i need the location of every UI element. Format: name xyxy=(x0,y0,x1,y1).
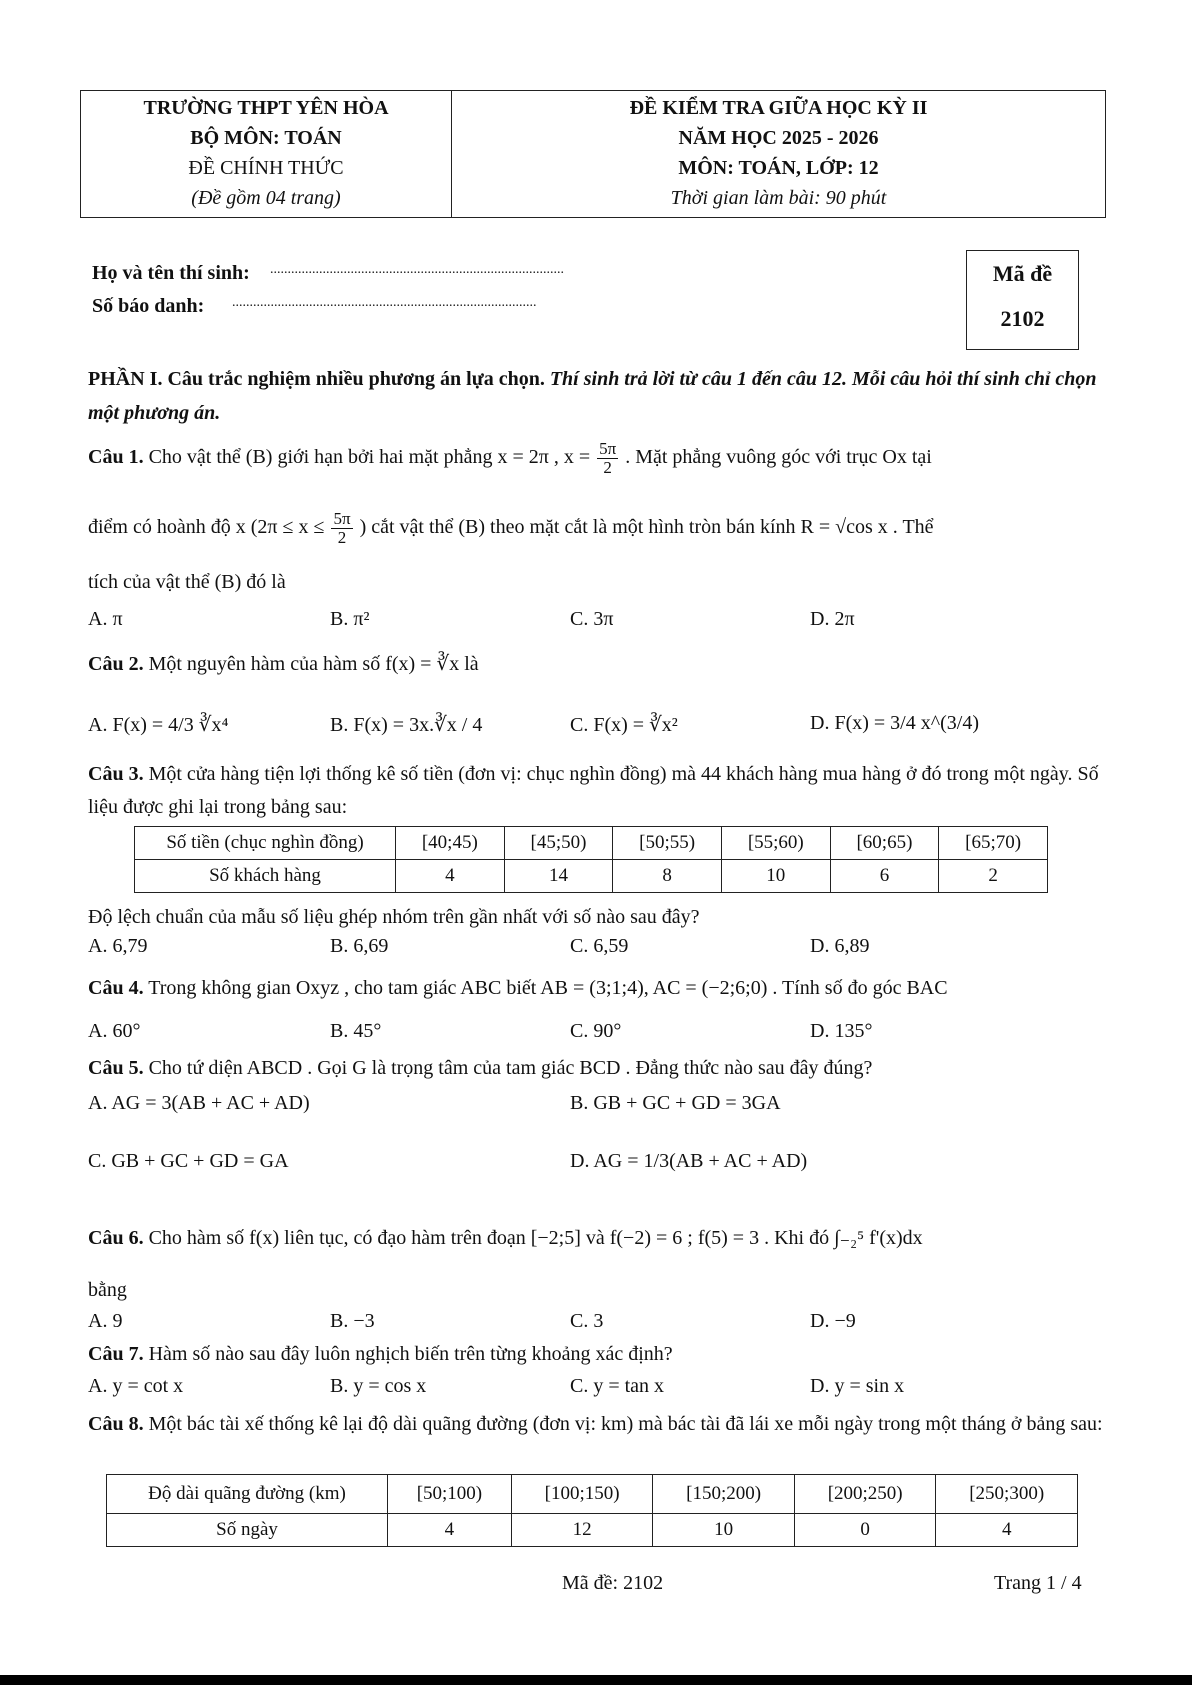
q3-text: Một cửa hàng tiện lợi thống kê số tiền (đơn vị: chục nghìn đồng) mà 44 khách hàng mua hàng ở đó trong một ngày. Số liệu được ghi lại trong bảng sau: xyxy=(88,763,1099,818)
exam-code-box xyxy=(966,250,1079,350)
official-label: ĐỀ CHÍNH THỨC xyxy=(188,157,344,179)
q1-line2b: ) cắt vật thể (B) theo mặt cắt là một hình tròn bán kính R = √cos x . Thể xyxy=(359,516,934,539)
q7-option-c[interactable]: C. y = tan x xyxy=(570,1375,665,1397)
q7-options xyxy=(0,1375,1192,1405)
table-row xyxy=(135,860,1048,893)
q8-interval: [200;250) xyxy=(794,1475,936,1514)
q3-interval: [50;55) xyxy=(613,827,722,860)
q1-frac2-den: 2 xyxy=(337,528,347,547)
question-6 xyxy=(88,1224,1108,1252)
exam-block xyxy=(452,91,1105,217)
subject: MÔN: TOÁN, LỚP: 12 xyxy=(678,157,879,179)
q1-line2a: điểm có hoành độ x (2π ≤ x ≤ xyxy=(88,516,325,539)
q5-options-row1 xyxy=(0,1092,1192,1122)
q1-option-c[interactable]: C. 3π xyxy=(570,608,614,630)
q7-option-b[interactable]: B. y = cos x xyxy=(330,1375,427,1397)
q3-option-a[interactable]: A. 6,79 xyxy=(88,935,148,957)
q1-option-a[interactable]: A. π xyxy=(88,608,123,630)
q1-options xyxy=(0,608,1192,638)
exam-code-value: 2102 xyxy=(1000,306,1045,331)
q8-interval: [250;300) xyxy=(936,1475,1078,1514)
q3-option-b[interactable]: B. 6,69 xyxy=(330,935,389,957)
candidate-id-label: Số báo danh: xyxy=(92,295,205,317)
q3-table xyxy=(134,826,1048,893)
q8-table-head: Độ dài quãng đường (km) xyxy=(107,1475,388,1514)
q3-label: Câu 3. xyxy=(88,763,144,785)
q5-options-row2 xyxy=(0,1150,1192,1180)
q8-text: Một bác tài xế thống kê lại độ dài quãng đường (đơn vị: km) mà bác tài đã lái xe mỗi ngày trong một tháng ở bảng sau: xyxy=(148,1413,1103,1435)
exam-code-label: Mã đề xyxy=(992,261,1053,286)
q3-count: 10 xyxy=(721,860,830,893)
part1-heading xyxy=(88,362,1108,430)
q8-interval: [150;200) xyxy=(653,1475,795,1514)
part1-instruction: Thí sinh trả lời từ câu 1 đến câu 12. Mỗi câu hỏi thí sinh chỉ chọn một phương án. xyxy=(88,368,1097,424)
q3-option-c[interactable]: C. 6,59 xyxy=(570,935,629,957)
q1-fraction-1 xyxy=(597,440,618,477)
footer-exam-code: Mã đề: 2102 xyxy=(562,1572,664,1594)
q2-option-d[interactable]: D. F(x) = 3/4 x^(3/4) xyxy=(810,712,979,734)
q1-label: Câu 1. xyxy=(88,446,144,469)
q3-interval: [60;65) xyxy=(830,827,939,860)
q8-interval: [100;150) xyxy=(511,1475,653,1514)
q1-line1a: Cho vật thể (B) giới hạn bởi hai mặt phẳng x = 2π , x = xyxy=(148,446,591,469)
question-8 xyxy=(88,1408,1108,1441)
candidate-id-field[interactable]: ....................................................................................... xyxy=(232,295,537,310)
q3-table-head: Số tiền (chục nghìn đồng) xyxy=(135,827,396,860)
q1-line1b: . Mặt phẳng vuông góc với trục Ox tại xyxy=(625,446,932,469)
q8-count: 4 xyxy=(388,1514,512,1547)
exam-header xyxy=(80,90,1106,218)
q3-option-d[interactable]: D. 6,89 xyxy=(810,935,870,957)
q6-option-a[interactable]: A. 9 xyxy=(88,1310,123,1332)
q5-label: Câu 5. xyxy=(88,1057,144,1079)
q8-count: 0 xyxy=(794,1514,936,1547)
q6-label: Câu 6. xyxy=(88,1227,144,1249)
q8-table xyxy=(106,1474,1078,1547)
q6-text2: bằng xyxy=(88,1279,127,1301)
q4-label: Câu 4. xyxy=(88,977,144,999)
q8-count: 12 xyxy=(511,1514,653,1547)
duration: Thời gian làm bài: 90 phút xyxy=(670,187,887,209)
q7-text: Hàm số nào sau đây luôn nghịch biến trên từng khoảng xác định? xyxy=(148,1343,673,1365)
q3-interval: [40;45) xyxy=(396,827,505,860)
scan-edge-bar xyxy=(0,1675,1192,1685)
q6-option-b[interactable]: B. −3 xyxy=(330,1310,375,1332)
q4-options xyxy=(0,1020,1192,1050)
q2-option-b[interactable]: B. F(x) = 3x.∛x / 4 xyxy=(330,714,483,736)
exam-title: ĐỀ KIỂM TRA GIỮA HỌC KỲ II xyxy=(629,97,928,119)
q1-frac-den: 2 xyxy=(603,458,612,477)
q6-text: Cho hàm số f(x) liên tục, có đạo hàm trên đoạn [−2;5] và f(−2) = 6 ; f(5) = 3 . Khi đó ∫₋₂⁵ f'(x)dx xyxy=(148,1227,923,1249)
table-row xyxy=(107,1514,1078,1547)
q4-option-a[interactable]: A. 60° xyxy=(88,1020,141,1042)
school-year: NĂM HỌC 2025 - 2026 xyxy=(678,127,879,149)
q4-option-b[interactable]: B. 45° xyxy=(330,1020,382,1042)
q5-option-c[interactable]: C. GB + GC + GD = GA xyxy=(88,1150,289,1172)
q8-table-row-label: Số ngày xyxy=(107,1514,388,1547)
q1-fraction-2 xyxy=(331,510,352,547)
q7-label: Câu 7. xyxy=(88,1343,144,1365)
q7-option-a[interactable]: A. y = cot x xyxy=(88,1375,184,1397)
school-name: TRƯỜNG THPT YÊN HÒA xyxy=(143,97,389,119)
q3-count: 6 xyxy=(830,860,939,893)
pages-note: (Đề gồm 04 trang) xyxy=(191,187,341,209)
q5-option-b[interactable]: B. GB + GC + GD = 3GA xyxy=(570,1092,781,1114)
question-4 xyxy=(88,974,1108,1002)
q3-options xyxy=(0,935,1192,965)
q2-option-a[interactable]: A. F(x) = 4/3 ∛x⁴ xyxy=(88,714,229,736)
q2-label: Câu 2. xyxy=(88,653,144,675)
q2-option-c[interactable]: C. F(x) = ∛x² xyxy=(570,714,678,736)
table-row xyxy=(107,1475,1078,1514)
q8-interval: [50;100) xyxy=(388,1475,512,1514)
q8-label: Câu 8. xyxy=(88,1413,144,1435)
q5-option-d[interactable]: D. AG = 1/3(AB + AC + AD) xyxy=(570,1150,808,1172)
q4-text: Trong không gian Oxyz , cho tam giác ABC biết AB = (3;1;4), AC = (−2;6;0) . Tính số đo góc BAC xyxy=(148,977,948,999)
q3-count: 2 xyxy=(939,860,1048,893)
footer-page-number: Trang 1 / 4 xyxy=(994,1572,1082,1594)
q1-frac2-num: 5π xyxy=(333,509,351,528)
question-7 xyxy=(88,1340,1108,1368)
q4-option-c[interactable]: C. 90° xyxy=(570,1020,622,1042)
q3-interval: [65;70) xyxy=(939,827,1048,860)
question-5 xyxy=(88,1054,1108,1082)
question-1-line2 xyxy=(88,510,1108,547)
q3-interval: [45;50) xyxy=(504,827,613,860)
q3-count: 14 xyxy=(504,860,613,893)
school-block xyxy=(81,91,452,217)
q5-text: Cho tứ diện ABCD . Gọi G là trọng tâm của tam giác BCD . Đẳng thức nào sau đây đúng? xyxy=(148,1057,873,1079)
candidate-name-field[interactable]: .................................................................................... xyxy=(270,262,564,277)
question-3 xyxy=(88,758,1108,824)
q1-line3: tích của vật thể (B) đó là xyxy=(88,571,286,593)
q5-option-a[interactable]: A. AG = 3(AB + AC + AD) xyxy=(88,1092,310,1114)
q3-count: 4 xyxy=(396,860,505,893)
q1-option-b[interactable]: B. π² xyxy=(330,608,370,630)
q1-frac-num: 5π xyxy=(599,439,617,458)
q1-option-d[interactable]: D. 2π xyxy=(810,608,855,630)
q2-text: Một nguyên hàm của hàm số f(x) = ∛x là xyxy=(148,653,479,675)
q8-count: 4 xyxy=(936,1514,1078,1547)
q6-option-c[interactable]: C. 3 xyxy=(570,1310,604,1332)
q4-option-d[interactable]: D. 135° xyxy=(810,1020,873,1042)
q8-count: 10 xyxy=(653,1514,795,1547)
q3-table-row-label: Số khách hàng xyxy=(135,860,396,893)
table-row xyxy=(135,827,1048,860)
q7-option-d[interactable]: D. y = sin x xyxy=(810,1375,905,1397)
question-1 xyxy=(88,440,1108,477)
department: BỘ MÔN: TOÁN xyxy=(190,127,342,149)
q3-count: 8 xyxy=(613,860,722,893)
q3-interval: [55;60) xyxy=(721,827,830,860)
q2-options xyxy=(0,712,1192,742)
q3-question: Độ lệch chuẩn của mẫu số liệu ghép nhóm trên gần nhất với số nào sau đây? xyxy=(88,906,700,928)
part1-title: PHẦN I. Câu trắc nghiệm nhiều phương án lựa chọn. xyxy=(88,368,545,390)
candidate-name-label: Họ và tên thí sinh: xyxy=(92,262,250,284)
q6-options xyxy=(0,1310,1192,1340)
question-2 xyxy=(88,650,1108,678)
q6-option-d[interactable]: D. −9 xyxy=(810,1310,856,1332)
